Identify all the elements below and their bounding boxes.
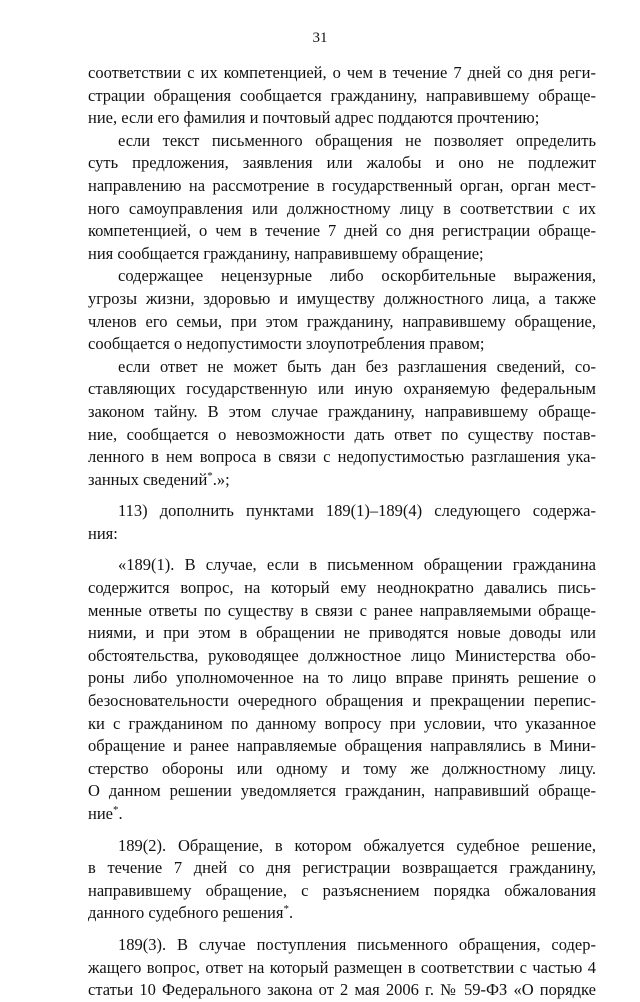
line-text: данного судебного решения — [88, 903, 284, 923]
text-line — [88, 333, 596, 356]
text-line — [88, 979, 596, 1002]
text-line — [88, 401, 596, 424]
line-text: ние, сообщается о невозможности дать ответ по существу постав- — [88, 424, 596, 444]
line-text: занных сведений — [88, 469, 208, 489]
text-line — [88, 107, 596, 130]
paragraph-gap — [88, 491, 596, 500]
line-text: страции обращения сообщается гражданину, направившему обраще- — [88, 85, 596, 105]
line-text: стерство обороны или одному и тому же должностному лицу. — [88, 758, 596, 778]
line-text: угрозы жизни, здоровью и имуществу должностного лица, а также — [88, 288, 596, 308]
line-text: содержится вопрос, на который ему неоднократно давались пись- — [88, 578, 596, 598]
text-line — [88, 645, 596, 668]
line-text: обращение и ранее направляемые обращения направлялись в Мини- — [88, 736, 596, 756]
paragraph-gap — [88, 545, 596, 554]
footnote-marker: * — [112, 804, 119, 816]
text-line — [88, 758, 596, 781]
line-text: ки с гражданином по данному вопросу при условии, что указанное — [88, 713, 596, 733]
text-line — [88, 667, 596, 690]
text-line — [88, 130, 596, 153]
text-line — [88, 175, 596, 198]
line-text: менные ответы по существу в связи с ранее направляемыми обраще- — [88, 600, 596, 620]
text-line — [88, 62, 596, 85]
line-text: ниями, и при этом в обращении не приводятся новые доводы или — [88, 623, 596, 643]
line-text: ленного в нем вопроса в связи с недопустимостью разглашения ука- — [88, 447, 596, 467]
line-text: сообщается о недопустимости злоупотребления правом; — [88, 334, 485, 354]
text-line — [88, 152, 596, 175]
line-text: ния: — [88, 523, 118, 543]
text-line — [88, 857, 596, 880]
line-text: содержащее нецензурные либо оскорбительные выражения, — [118, 266, 596, 286]
text-line — [88, 356, 596, 379]
text-block — [88, 554, 596, 825]
text-line — [88, 934, 596, 957]
line-text: роны либо уполномоченное на то лицо вправе принять решение о — [88, 668, 596, 688]
line-tail: .»; — [212, 469, 230, 489]
text-line — [88, 85, 596, 108]
footnote-marker: * — [283, 903, 289, 916]
text-line — [88, 713, 596, 736]
text-line — [88, 265, 596, 288]
text-line — [88, 288, 596, 311]
line-text: направлению на рассмотрение в государственный орган, орган мест- — [88, 175, 596, 195]
line-text: 189(2). Обращение, в котором обжалуется судебное решение, — [118, 835, 596, 855]
line-text: 189(3). В случае поступления письменного обращения, содер- — [118, 934, 596, 954]
line-text: 113) дополнить пунктами 189(1)–189(4) следующего содержа- — [118, 501, 596, 521]
line-text: в течение 7 дней со дня регистрации возвращается гражданину, — [88, 858, 596, 878]
text-block — [88, 62, 596, 491]
text-line — [88, 835, 596, 858]
text-line — [88, 220, 596, 243]
line-text: суть предложения, заявления или жалобы и оно не подлежит — [88, 153, 596, 173]
line-text: обстоятельства, руководящее должностное лицо Министерства обо- — [88, 645, 596, 665]
text-line — [88, 690, 596, 713]
line-text: жащего вопрос, ответ на который размещен в соответствии с частью 4 — [88, 957, 596, 977]
line-text: ного самоуправления или должностному лицу в соответствии с их — [88, 198, 596, 218]
line-tail: . — [118, 804, 123, 823]
text-line — [88, 803, 596, 826]
text-block — [88, 835, 596, 925]
line-text: если текст письменного обращения не позволяет определить — [118, 130, 596, 150]
text-line — [88, 311, 596, 334]
line-text: ния сообщается гражданину, направившему обращение; — [88, 243, 484, 263]
text-line — [88, 198, 596, 221]
text-line — [88, 735, 596, 758]
page-number: 31 — [312, 30, 328, 46]
line-text: О данном решении уведомляется гражданин, направивший обраще- — [88, 781, 596, 801]
text-block — [88, 934, 596, 1002]
line-text: ставляющих государственную или иную охраняемую федеральным — [88, 379, 596, 399]
text-line — [88, 780, 596, 803]
text-line — [88, 554, 596, 577]
text-line — [88, 500, 596, 523]
line-text: соответствии с их компетенцией, о чем в течение 7 дней со дня реги- — [88, 63, 596, 82]
line-text: безосновательности очередного обращения и прекращении перепис- — [88, 691, 596, 711]
text-line — [88, 902, 596, 925]
footnote-marker: * — [207, 469, 213, 482]
text-line — [88, 446, 596, 469]
text-line — [88, 622, 596, 645]
text-line — [88, 600, 596, 623]
line-text: законом тайну. В этом случае гражданину, направившему обраще- — [88, 401, 596, 421]
text-line — [88, 243, 596, 266]
line-text: компетенцией, о чем в течение 7 дней со дня регистрации обраще- — [88, 221, 596, 241]
text-block — [88, 500, 596, 545]
text-line — [88, 880, 596, 903]
line-text: ние, если его фамилия и почтовый адрес поддаются прочтению; — [88, 108, 540, 128]
document-body — [88, 62, 596, 1002]
text-line — [88, 469, 596, 492]
line-text: ние — [88, 804, 113, 823]
paragraph-gap — [88, 925, 596, 934]
line-text: если ответ не может быть дан без разглашения сведений, со- — [118, 356, 596, 376]
paragraph-gap — [88, 826, 596, 835]
line-text: «189(1). В случае, если в письменном обращении гражданина — [118, 555, 596, 575]
line-text: членов его семьи, при этом гражданину, направившему обращение, — [88, 311, 596, 331]
line-text: статьи 10 Федерального закона от 2 мая 2006 г. № 59-ФЗ «О порядке — [88, 980, 596, 1000]
text-line — [88, 424, 596, 447]
line-text: направившему обращение, с разъяснением порядка обжалования — [88, 880, 596, 900]
text-line — [88, 523, 596, 546]
line-tail: . — [288, 903, 294, 923]
text-line — [88, 378, 596, 401]
text-line — [88, 577, 596, 600]
text-line — [88, 957, 596, 980]
